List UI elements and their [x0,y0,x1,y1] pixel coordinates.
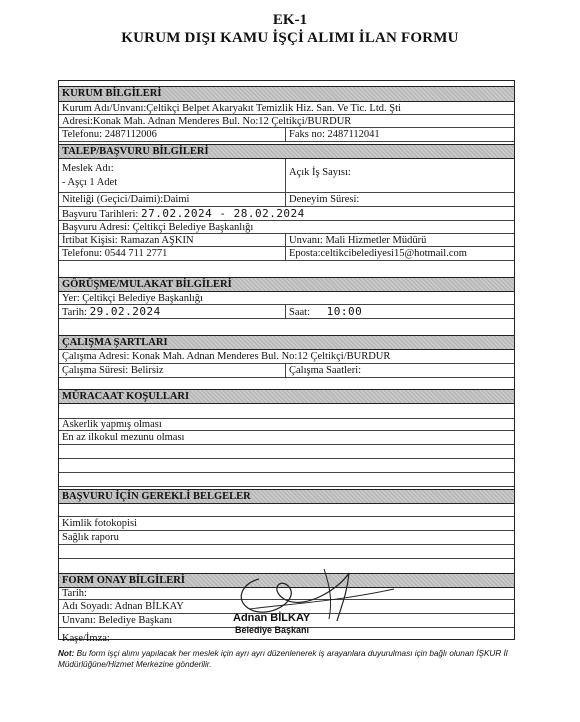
onay-ad-soyad: Adı Soyadı: Adnan BİLKAY [62,601,184,612]
gorusme-saat [289,305,362,320]
basvuru-tarih-row [59,207,514,221]
stamp-title: Belediye Başkanı [235,625,310,635]
gorusme-yer-row [59,292,514,305]
section-gorusme-header: GÖRÜŞME/MULAKAT BİLGİLERİ [59,277,514,292]
kurum-address-row [59,115,514,128]
calisma-saatleri: Çalışma Saatleri: [289,365,362,376]
muracaat-item: En az ilkokul mezunu olması [62,432,185,443]
kurum-phone: Telefonu: 2487112006 [62,129,157,140]
form-code: EK-1 [272,12,308,28]
gorusme-saat-value: 10:00 [326,305,363,318]
meslek-value: - Aşçı 1 Adet [62,177,118,188]
calisma-adres-row [59,350,514,364]
acik-is-sayisi: Açık İş Sayısı: [289,167,351,178]
meslek-row [59,159,514,193]
onay-tarih: Tarih: [62,588,87,599]
form-note [58,648,518,670]
irtibat-kisisi: İrtibat Kişisi: Ramazan AŞKIN [62,235,194,246]
gorusme-yer: Yer: Çeltikçi Belediye Başkanlığı [62,293,203,304]
gorusme-tarih-value: 29.02.2024 [89,305,161,318]
meslek-label: Meslek Adı: [62,163,114,174]
kurum-phone-row [59,128,514,142]
note-label: Not: [58,649,75,658]
nitelik: Niteliği (Geçici/Daimi):Daimi [62,194,190,205]
section-kurum-header: KURUM BİLGİLERİ [59,86,514,102]
calisma-sure-row [59,364,514,378]
belge-item-row [59,517,514,531]
onay-kase-imza: Kaşe/İmza: [62,633,110,644]
irtibat-unvan: Unvanı: Mali Hizmetler Müdürü [289,235,427,246]
muracaat-empty-row [59,459,514,473]
stamp-name: Adnan BİLKAY [233,612,311,624]
form-title: KURUM DIŞI KAMU İŞÇİ ALIMI İLAN FORMU [121,30,459,46]
muracaat-item-row [59,431,514,445]
kurum-name-row [59,102,514,115]
divider [285,305,286,319]
gorusme-tarih-row [59,305,514,319]
irtibat-row [59,234,514,247]
basvuru-adresi-row [59,221,514,234]
kurum-fax: Faks no: 2487112041 [289,129,380,140]
onay-unvan: Unvanı: Belediye Başkanı [62,615,173,626]
irtibat-eposta: Eposta:celtikcibelediyesi15@hotmail.com [289,248,467,259]
gorusme-saat-label: Saat: [289,307,310,318]
basvuru-adresi: Başvuru Adresi: Çeltikçi Belediye Başkanlığı [62,222,254,233]
kurum-name: Kurum Adı/Unvanı:Çeltikçi Belpet Akaryakıt Temizlik Hiz. San. Ve Tic. Ltd. Şti [62,103,401,114]
basvuru-tarih-value: 27.02.2024 - 28.02.2024 [140,207,305,220]
muracaat-empty-row [59,445,514,459]
calisma-adres: Çalışma Adresi: Konak Mah. Adnan Menderes Bul. No:12 Çeltikçi/BURDUR [62,351,391,362]
deneyim-suresi: Deneyim Süresi: [289,194,360,205]
section-muracaat-header: MÜRACAAT KOŞULLARI [59,389,514,404]
muracaat-empty-row [59,473,514,487]
muracaat-item-row [59,419,514,431]
belge-item-row [59,531,514,545]
muracaat-spacer-row [59,404,514,419]
divider [285,128,286,142]
basvuru-tarih-label: Başvuru Tarihleri: [62,209,139,220]
divider [285,364,286,378]
nitelik-row [59,193,514,207]
announcement-form [58,80,515,644]
gorusme-tarih-label: Tarih: [62,307,87,318]
calisma-sure: Çalışma Süresi: Belirsiz [62,365,164,376]
belge-item: Kimlik fotokopisi [62,518,137,529]
belge-item: Sağlık raporu [62,532,119,543]
irtibat-telefon: Telefonu: 0544 711 2771 [62,248,168,259]
note-text: Bu form işçi alımı yapılacak her meslek için ayrı ayrı düzenlenerek iş arayanlara duyurulması için bağlı olunan İŞKUR İl Müdürlüğüne/Hizmet Merkezine gönderilir. [58,649,508,669]
muracaat-item: Askerlik yapmış olması [62,419,162,430]
section-onay-header: FORM ONAY BİLGİLERİ [59,573,514,588]
section-talep-header: TALEP/BAŞVURU BİLGİLERİ [59,144,514,159]
section-belgeler-header: BAŞVURU İÇİN GEREKLİ BELGELER [59,489,514,504]
section-calisma-header: ÇALIŞMA ŞARTLARI [59,335,514,350]
belge-empty-row [59,545,514,559]
belgeler-spacer-row [59,504,514,517]
kurum-address: Adresi:Konak Mah. Adnan Menderes Bul. No:12 Çeltikçi/BURDUR [62,116,352,127]
